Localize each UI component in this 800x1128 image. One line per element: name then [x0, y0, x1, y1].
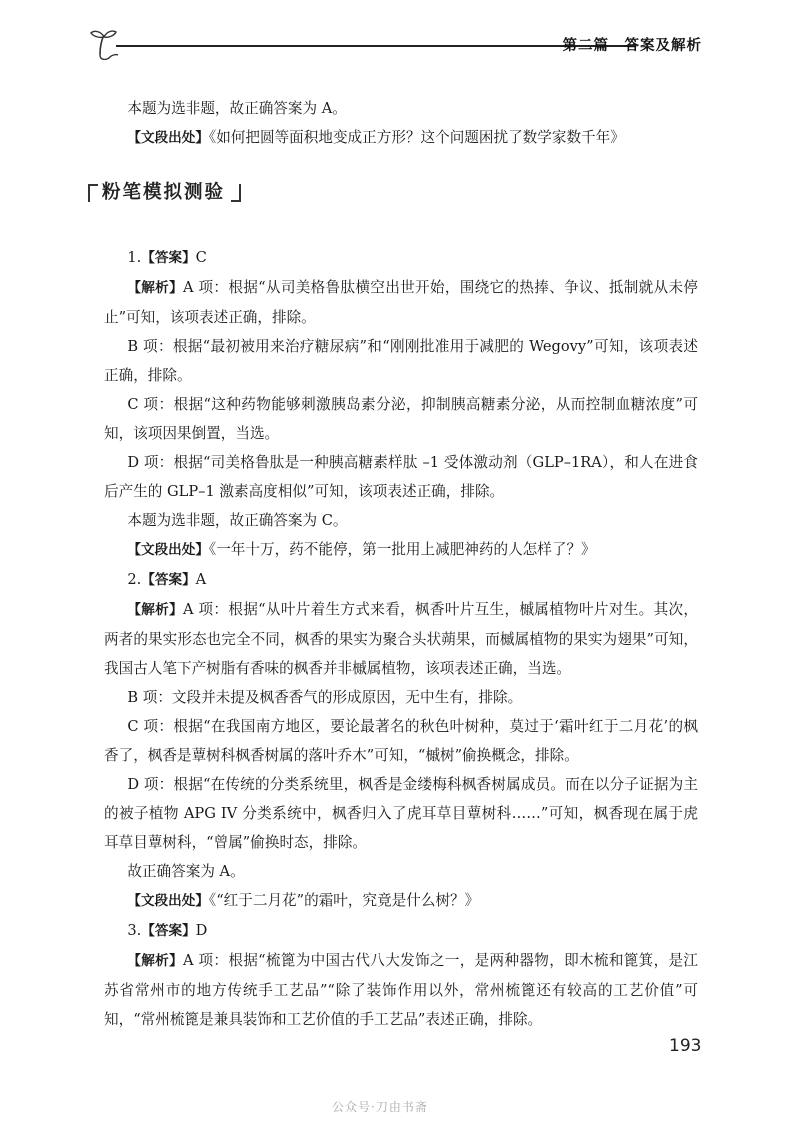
section-title: 粉笔模拟测验 — [102, 182, 226, 203]
source-text: 《一年十万，药不能停，第一批用上减肥神药的人怎样了？》 — [208, 541, 596, 558]
analysis-tag: 【解析】 — [127, 280, 183, 296]
section-heading — [88, 176, 698, 210]
analysis-tag: 【解析】 — [127, 602, 183, 618]
bracket-right-icon — [231, 184, 241, 202]
header-title: 第二篇 答案及解析 — [562, 38, 702, 54]
page-content — [104, 94, 698, 1034]
page-header — [86, 24, 702, 64]
sprout-icon — [86, 24, 122, 60]
q3-num: 3. — [127, 922, 142, 939]
source-text: 《如何把圆等面积地变成正方形？这个问题困扰了数学家数千年》 — [208, 129, 625, 146]
q2-option-c: C 项：根据“在我国南方地区，要论最著名的秋色叶树种，莫过于‘霜叶红于二月花’的枫香了，枫香是蕈树科枫香树属的落叶乔木”可知，“槭树”偷换概念，排除。 — [104, 718, 698, 764]
q1-option-a — [104, 273, 698, 332]
q3-option-a — [104, 946, 698, 1034]
answer-tag: 【答案】 — [141, 572, 196, 588]
q1-num: 1. — [127, 249, 142, 266]
q2-a-text: A 项：根据“从叶片着生方式来看，枫香叶片互生，槭属植物叶片对生。其次，两者的果实形态也完全不同，枫香的果实为聚合头状蒴果，而槭属植物的果实为翅果”可知，我国古人笔下产树脂有香味的枫香并非槭属植物，该项表述正确，当选。 — [104, 601, 698, 677]
answer-tag: 【答案】 — [141, 250, 196, 266]
q1-answer-letter: C — [195, 249, 207, 266]
q2-conclusion: 故正确答案为 A。 — [127, 863, 245, 880]
answer-tag: 【答案】 — [141, 923, 196, 939]
q3-answer — [104, 916, 698, 946]
watermark: 公众号·刀由书斋 — [332, 1100, 428, 1114]
bracket-left-icon — [88, 184, 98, 202]
source-tag: 【文段出处】 — [127, 893, 209, 909]
page-number: 193 — [669, 1036, 702, 1056]
source-tag: 【文段出处】 — [127, 130, 209, 146]
q3-answer-letter: D — [195, 922, 208, 939]
q1-option-d: D 项：根据“司美格鲁肽是一种胰高糖素样肽 –1 受体激动剂（GLP–1RA），和人在进食后产生的 GLP–1 激素高度相似”可知，该项表述正确，排除。 — [104, 454, 698, 500]
intro-conclusion: 本题为选非题，故正确答案为 A。 — [127, 100, 347, 117]
header-rule — [116, 45, 636, 47]
q1-option-b: B 项：根据“最初被用来治疗糖尿病”和“刚刚批准用于减肥的 Wegovy”可知，该项表述正确，排除。 — [104, 338, 698, 384]
q2-option-d: D 项：根据“在传统的分类系统里，枫香是金缕梅科枫香树属成员。而在以分子证据为主的被子植物 APG IV 分类系统中，枫香归入了虎耳草目蕈树科……”可知，枫香现在属于虎耳草目蕈树科，“曾属”偷换时态，排除。 — [104, 776, 698, 851]
q2-source — [104, 886, 698, 916]
q1-answer — [104, 243, 698, 273]
q2-option-b: B 项：文段并未提及枫香香气的形成原因，无中生有，排除。 — [127, 689, 523, 706]
q1-conclusion: 本题为选非题，故正确答案为 C。 — [127, 512, 348, 529]
q1-source — [104, 535, 698, 565]
q2-answer — [104, 565, 698, 595]
q2-num: 2. — [127, 571, 142, 588]
intro-source — [104, 123, 698, 153]
q2-answer-letter: A — [195, 571, 207, 588]
source-text: 《“红于二月花”的霜叶，究竟是什么树？》 — [208, 892, 480, 909]
q2-option-a — [104, 595, 698, 683]
q3-a-text: A 项：根据“梳篦为中国古代八大发饰之一，是两种器物，即木梳和篦箕，是江苏省常州市的地方传统手工艺品”“除了装饰作用以外，常州梳篦还有较高的工艺价值”可知，“常州梳篦是兼具装饰和工艺价值的手工艺品”表述正确，排除。 — [104, 952, 698, 1028]
analysis-tag: 【解析】 — [127, 953, 183, 969]
q1-option-c: C 项：根据“这种药物能够刺激胰岛素分泌，抑制胰高糖素分泌，从而控制血糖浓度”可知，该项因果倒置，当选。 — [104, 396, 698, 442]
q1-a-text: A 项：根据“从司美格鲁肽横空出世开始，围绕它的热捧、争议、抵制就从未停止”可知，该项表述正确，排除。 — [104, 279, 698, 326]
source-tag: 【文段出处】 — [127, 542, 209, 558]
